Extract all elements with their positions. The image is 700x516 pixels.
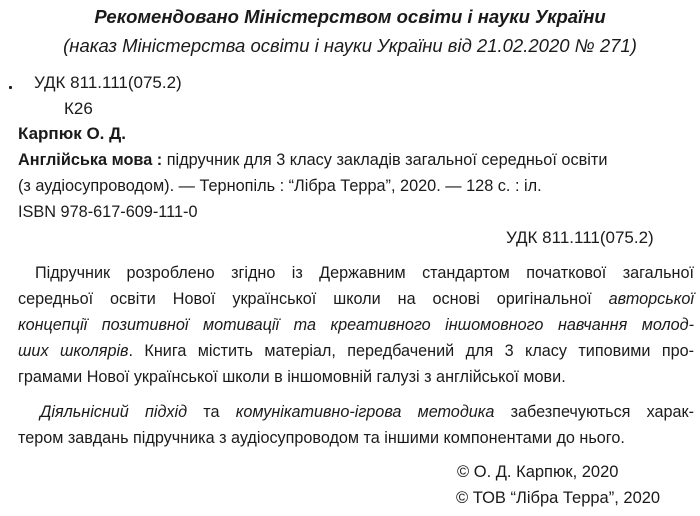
- bib-title-line: [18, 149, 607, 171]
- isbn: ISBN 978-617-609-111-0: [18, 203, 198, 221]
- annotation-text: забезпечуються харак-: [494, 403, 695, 421]
- ministry-order-reference: (наказ Міністерства освіти і науки України від 21.02.2020 № 271): [63, 35, 637, 56]
- book-title: Англійська мова :: [18, 151, 163, 169]
- annotation-text: та: [187, 403, 236, 421]
- annotation-text: . Книга містить матеріал, передбачений для 3 класу типовими про-: [128, 342, 694, 360]
- annotation-line: [18, 401, 694, 423]
- book-subtitle: підручник для 3 класу закладів загальної середньої освіти: [162, 151, 608, 169]
- ministry-approval-heading: Рекомендовано Міністерством освіти і науки України: [94, 6, 606, 27]
- annotation-line: Підручник розроблено згідно із Державним стандартом початкової загальної: [35, 264, 694, 282]
- udk-code-right: УДК 811.111(075.2): [506, 228, 654, 247]
- author-name: Карпюк О. Д.: [18, 124, 126, 143]
- annotation-emphasis: комунікативно-ігрова методика: [235, 403, 495, 421]
- print-mark: [9, 86, 12, 89]
- copyright-publisher: © ТОВ “Лібра Терра”, 2020: [456, 489, 661, 507]
- annotation-text: середньої освіти Нової української школи на основі оригінальної: [18, 290, 609, 308]
- annotation-emphasis: ших школярів: [18, 342, 129, 360]
- annotation-line: [18, 340, 694, 362]
- annotation-emphasis: Діяльнісний підхід: [40, 403, 188, 421]
- annotation-line: [18, 314, 694, 336]
- copyright-author: © О. Д. Карпюк, 2020: [457, 463, 619, 481]
- udk-code: УДК 811.111(075.2): [34, 73, 182, 92]
- annotation-line: [18, 288, 694, 310]
- annotation-emphasis: авторської: [608, 290, 694, 308]
- annotation-emphasis: концепції позитивної мотивації та креативного іншомовного навчання молод-: [18, 316, 694, 334]
- annotation-line: грамами Нової української школи в іншомовній галузі з англійської мови.: [18, 368, 566, 386]
- bib-publisher-line: (з аудіосупроводом). — Тернопіль : “Лібра Терра”, 2020. — 128 с. : іл.: [18, 177, 542, 195]
- annotation-line: тером завдань підручника з аудіосупроводом та іншими компонентами до нього.: [18, 429, 625, 447]
- author-index: К26: [64, 99, 93, 118]
